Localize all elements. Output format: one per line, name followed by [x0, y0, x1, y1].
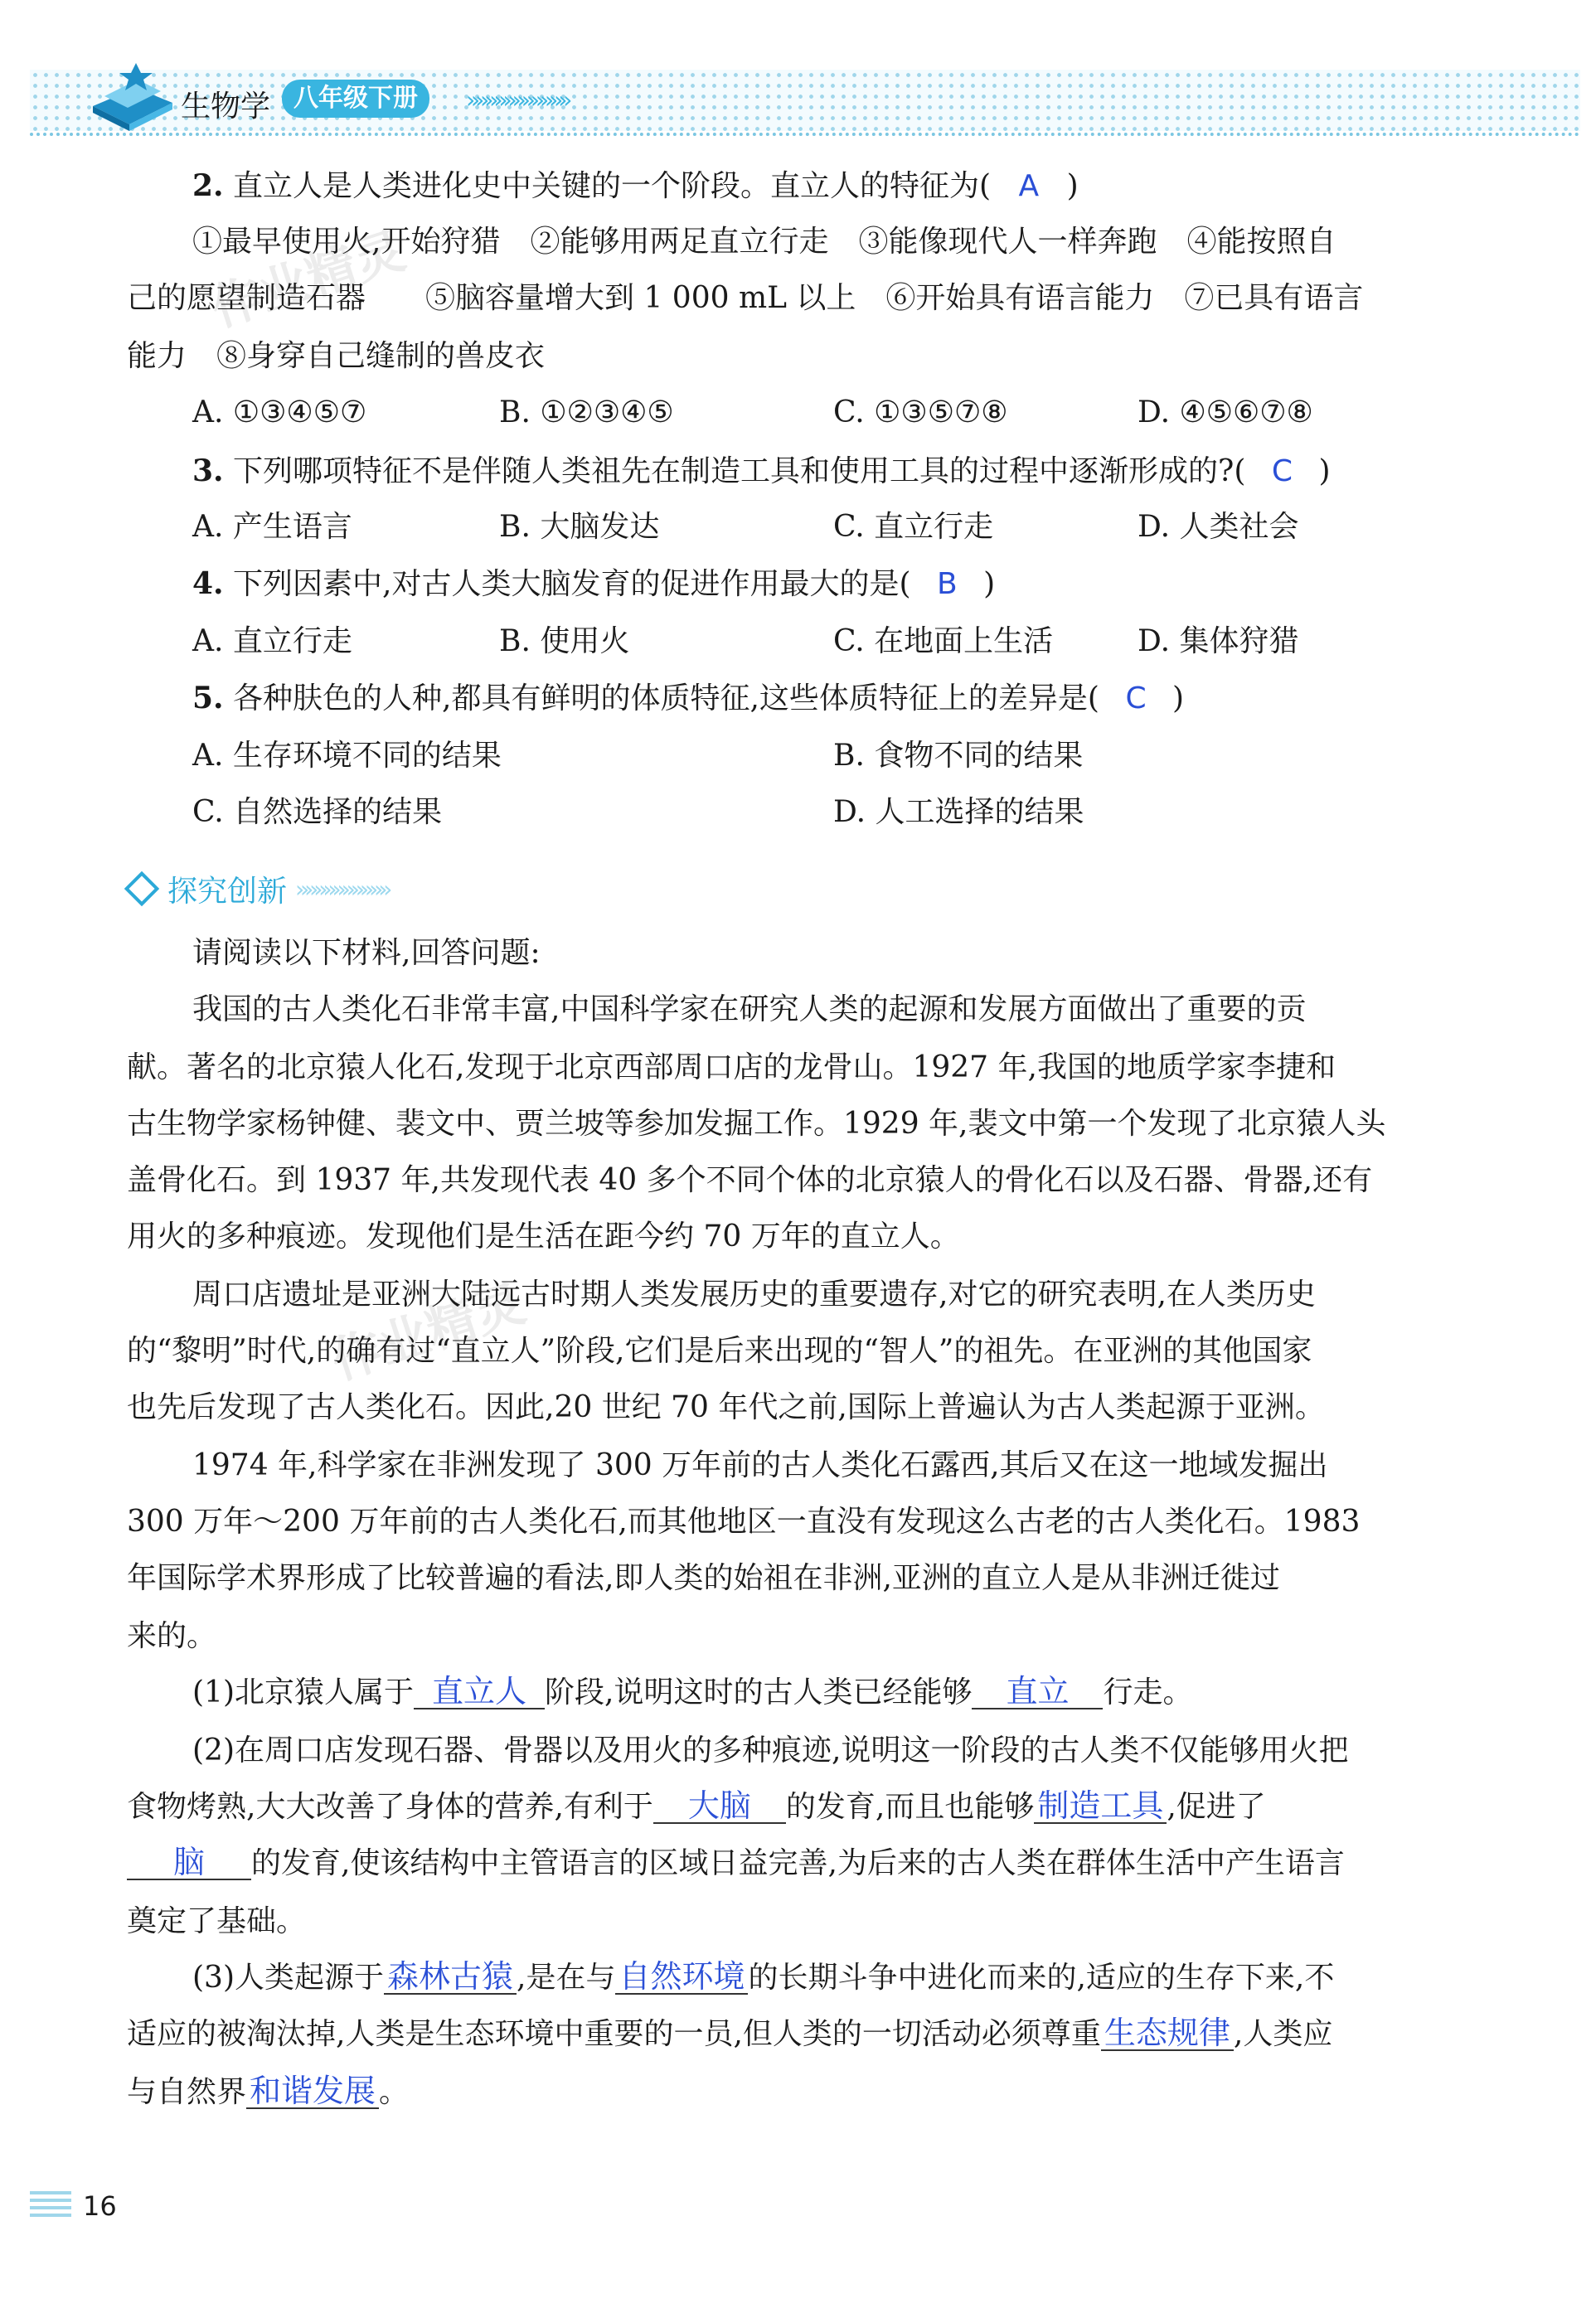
- option: C. 直立行走: [833, 510, 994, 544]
- question-4: [192, 565, 995, 603]
- reading-line: 我国的古人类化石非常丰富,中国科学家在研究人类的起源和发展方面做出了重要的贡: [192, 992, 1307, 1026]
- reading-line: 年国际学术界形成了比较普遍的看法,即人类的始祖在非洲,亚洲的直立人是从非洲迁徙过: [127, 1561, 1280, 1595]
- question-close: ): [1066, 169, 1079, 203]
- sub-question-2-line: (2)在周口店发现石器、骨器以及用火的多种痕迹,说明这一阶段的古人类不仅能够用火把: [192, 1734, 1349, 1768]
- reading-line: 用火的多种痕迹。发现他们是生活在距今约 70 万年的直立人。: [127, 1220, 960, 1254]
- sub-question-text: 阶段,说明这时的古人类已经能够: [545, 1675, 973, 1709]
- option: D. 人工选择的结果: [833, 795, 1084, 829]
- reading-line: 300 万年～200 万年前的古人类化石,而其他地区一直没有发现这么古老的古人类化石。1983: [127, 1505, 1361, 1539]
- option: D. ④⑤⑥⑦⑧: [1138, 395, 1313, 429]
- answer-blank: 大脑: [653, 1789, 786, 1824]
- option: C. 在地面上生活: [833, 624, 1054, 658]
- page-number: 16: [83, 2190, 117, 2222]
- grade-badge: 八年级下册: [282, 80, 429, 118]
- section-chevrons: »»»»»»»»»»: [295, 875, 388, 903]
- answer-blank: 生态规律: [1101, 2016, 1234, 2051]
- section-header: [124, 870, 387, 907]
- sub-question-text: 的长期斗争中进化而来的,适应的生存下来,不: [748, 1961, 1335, 1995]
- question-2: [192, 167, 1079, 205]
- option: A. 直立行走: [192, 624, 352, 658]
- sub-question-2-end: 奠定了基础。: [127, 1904, 307, 1938]
- sub-question-text: ,是在与: [517, 1961, 616, 1995]
- reading-line: 的“黎明”时代,的确有过“直立人”阶段,它们是后来出现的“智人”的祖先。在亚洲的其他国家: [127, 1334, 1312, 1368]
- reading-line: 1974 年,科学家在非洲发现了 300 万年前的古人类化石露西,其后又在这一地域发掘出: [192, 1448, 1328, 1482]
- sub-question-text: 。: [379, 2075, 410, 2109]
- reading-line: 周口店遗址是亚洲大陆远古时期人类发展历史的重要遗存,对它的研究表明,在人类历史: [192, 1278, 1316, 1312]
- answer-blank: 制造工具: [1034, 1789, 1167, 1824]
- reading-line: 也先后发现了古人类化石。因此,20 世纪 70 年代之前,国际上普遍认为古人类起源于亚洲。: [127, 1390, 1325, 1424]
- reading-line: 盖骨化石。到 1937 年,共发现代表 40 多个不同个体的北京猿人的骨化石以及石器、骨器,还有: [127, 1163, 1373, 1197]
- sub-question-2: [127, 1789, 1266, 1826]
- reading-line: 古生物学家杨钟健、裴文中、贾兰坡等参加发掘工作。1929 年,裴文中第一个发现了北京猿人头: [127, 1107, 1386, 1141]
- watermark: 作业精灵: [324, 1274, 532, 1392]
- question-stem: 下列哪项特征不是伴随人类祖先在制造工具和使用工具的过程中逐渐形成的?(: [233, 454, 1246, 488]
- question-text-line: 己的愿望制造石器 ⑤脑容量增大到 1 000 mL 以上 ⑥开始具有语言能力 ⑦已具有语言: [127, 281, 1364, 315]
- question-stem: 下列因素中,对古人类大脑发育的促进作用最大的是(: [233, 567, 911, 601]
- option: A. ①③④⑤⑦: [192, 395, 367, 429]
- question-text-line: 能力 ⑧身穿自己缝制的兽皮衣: [127, 339, 546, 373]
- answer: A: [1018, 169, 1040, 203]
- subject-label: 生物学: [181, 90, 271, 124]
- book-logo-icon: [86, 55, 176, 138]
- question-number: 2.: [192, 168, 224, 203]
- option: B. 食物不同的结果: [833, 739, 1084, 773]
- option: D. 集体狩猎: [1138, 624, 1299, 658]
- question-number: 3.: [192, 453, 224, 488]
- question-stem: 各种肤色的人种,都具有鲜明的体质特征,这些体质特征上的差异是(: [233, 681, 1099, 715]
- reading-line: 献。著名的北京猿人化石,发现于北京西部周口店的龙骨山。1927 年,我国的地质学家李捷和: [127, 1050, 1336, 1084]
- section-title: 探究创新: [167, 874, 288, 909]
- question-close: ): [1172, 681, 1185, 715]
- answer-blank: 直立: [972, 1675, 1103, 1709]
- sub-question-text: 行走。: [1103, 1675, 1193, 1709]
- question-close: ): [1318, 454, 1331, 488]
- question-5: [192, 680, 1184, 717]
- sub-question-text: (1)北京猿人属于: [192, 1675, 414, 1709]
- question-text-line: ①最早使用火,开始狩猎 ②能够用两足直立行走 ③能像现代人一样奔跑 ④能按照自: [192, 225, 1336, 259]
- answer-blank: 森林古猿: [384, 1960, 517, 1995]
- question-stem: 直立人是人类进化史中关键的一个阶段。直立人的特征为(: [233, 169, 992, 203]
- sub-question-text: 的发育,而且也能够: [785, 1790, 1035, 1824]
- question-close: ): [983, 567, 996, 601]
- diamond-icon: [124, 871, 159, 906]
- option: D. 人类社会: [1138, 510, 1299, 544]
- question-number: 5.: [192, 681, 224, 715]
- option: B. 使用火: [499, 624, 630, 658]
- answer-blank: 脑: [127, 1845, 251, 1880]
- sub-question-text: ,促进了: [1167, 1790, 1266, 1824]
- sub-question-text: 适应的被淘汰掉,人类是生态环境中重要的一员,但人类的一切活动必须尊重: [127, 2017, 1101, 2051]
- question-number: 4.: [192, 566, 224, 601]
- sub-question-text: 的发育,使该结构中主管语言的区域日益完善,为后来的古人类在群体生活中产生语言: [251, 1846, 1345, 1880]
- sub-question-text: (3)人类起源于: [192, 1961, 384, 1995]
- answer-blank: 自然环境: [615, 1960, 748, 1995]
- answer: C: [1271, 454, 1293, 488]
- option: B. 大脑发达: [499, 510, 660, 544]
- reading-line: 来的。: [127, 1619, 217, 1653]
- option: B. ①②③④⑤: [499, 395, 674, 429]
- option: C. ①③⑤⑦⑧: [833, 395, 1008, 429]
- answer: C: [1125, 681, 1147, 715]
- sub-question-2-cont: [127, 1845, 1345, 1882]
- sub-question-text: 食物烤熟,大大改善了身体的营养,有利于: [127, 1790, 653, 1824]
- sub-question-text: ,人类应: [1233, 2017, 1333, 2051]
- option: A. 产生语言: [192, 510, 352, 544]
- reading-intro: 请阅读以下材料,回答问题:: [192, 936, 541, 970]
- answer-blank: 直立人: [414, 1675, 545, 1709]
- header-divider: [30, 133, 1580, 136]
- sub-question-3-cont: [127, 2016, 1332, 2053]
- answer-blank: 和谐发展: [246, 2074, 379, 2109]
- sub-question-3: [192, 1960, 1334, 1996]
- answer: B: [937, 567, 958, 601]
- sub-question-1: [192, 1675, 1192, 1711]
- question-3: [192, 453, 1331, 490]
- sub-question-3-end: [127, 2074, 409, 2111]
- option: C. 自然选择的结果: [192, 795, 443, 829]
- watermark: 作业精灵: [204, 221, 412, 339]
- sub-question-text: 与自然界: [127, 2075, 247, 2109]
- header-chevrons: »»»»»»»»»»»: [466, 86, 568, 114]
- footer-stripes: [30, 2191, 71, 2218]
- option: A. 生存环境不同的结果: [192, 739, 502, 773]
